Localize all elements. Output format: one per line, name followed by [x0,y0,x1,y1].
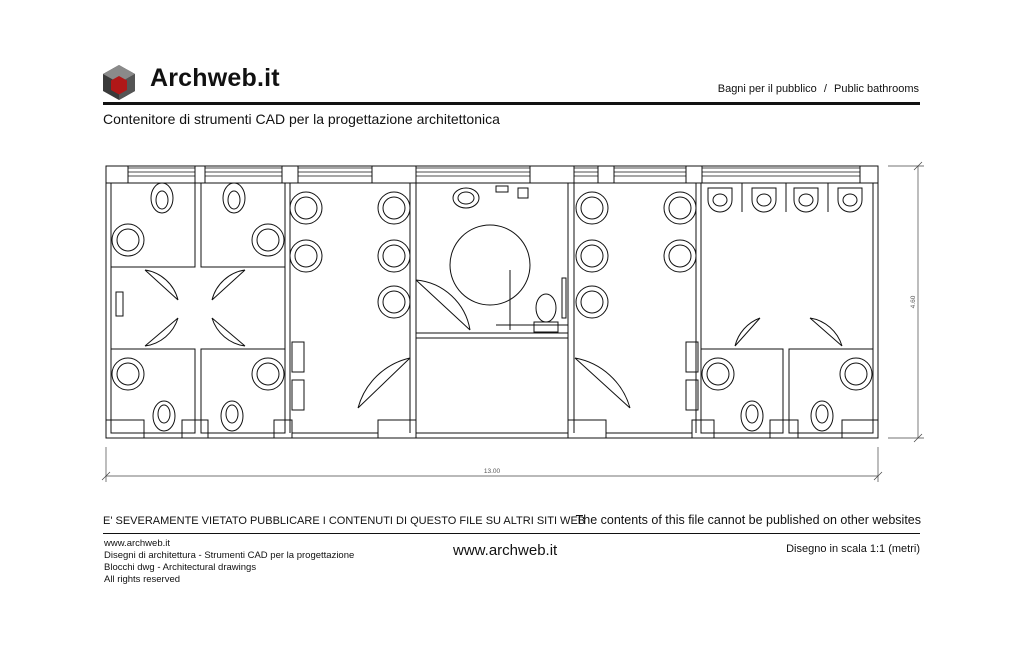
sink [664,192,696,224]
stall-door-arc [810,318,842,346]
inner-wall-outline [111,183,873,433]
urinal [752,188,776,212]
stall-door-arc [735,318,760,346]
width-dimension-label: 13.00 [483,468,501,475]
sink [112,224,144,256]
dimension-line-vertical [888,162,924,442]
wall-piers [106,166,878,438]
drawing-title-en: Public bathrooms [834,83,919,95]
title-separator: / [823,83,827,95]
dimension-line-horizontal [102,447,882,482]
sink [378,192,410,224]
window-strip-top [128,168,860,176]
door-arc [575,358,630,408]
accessible-sink [453,188,479,208]
sink [840,358,872,390]
sink [112,358,144,390]
toilet [221,401,243,431]
footer-line: www.archweb.it [104,538,170,549]
copyright-warning-it: E' SEVERAMENTE VIETATO PUBBLICARE I CONTENUTI DI QUESTO FILE SU ALTRI SITI WEB [103,515,586,527]
stall-door-arc [145,318,178,346]
drawing-title-it: Bagni per il pubblico [717,83,817,95]
toilet [153,401,175,431]
door-arc [416,280,470,330]
sink [664,240,696,272]
height-dimension-label: 4.60 [910,295,917,309]
sink [290,240,322,272]
sink [252,224,284,256]
toilet [741,401,763,431]
sink [576,286,608,318]
copyright-warning-en: The contents of this file cannot be published on other websites [575,513,921,527]
footer-rule [103,533,920,534]
toilet [811,401,833,431]
brand-name: Archweb.it [150,64,280,92]
turning-circle [450,225,530,305]
urinal [708,188,732,212]
urinal [794,188,818,212]
accessible-toilet [534,294,558,332]
sink [702,358,734,390]
drawing-scale: Disegno in scala 1:1 (metri) [786,543,920,555]
footer-line: Disegni di architettura - Strumenti CAD per la progettazione [104,550,355,561]
sink [378,240,410,272]
footer-line: All rights reserved [104,574,181,585]
subtitle: Contenitore di strumenti CAD per la progettazione architettonica [103,111,500,127]
sink [576,192,608,224]
stall-door-arc [212,318,245,346]
stall-door-arc [212,270,245,300]
footer-line: Blocchi dwg - Architectural drawings [104,562,257,573]
sink [252,358,284,390]
sink [378,286,410,318]
outer-wall [106,166,878,438]
footer-url[interactable]: www.archweb.it [453,542,558,559]
sink [290,192,322,224]
toilet [151,183,173,213]
toilet [223,183,245,213]
stall-door-arc [145,270,178,300]
sink [576,240,608,272]
door-arc [358,358,410,408]
urinal [838,188,862,212]
